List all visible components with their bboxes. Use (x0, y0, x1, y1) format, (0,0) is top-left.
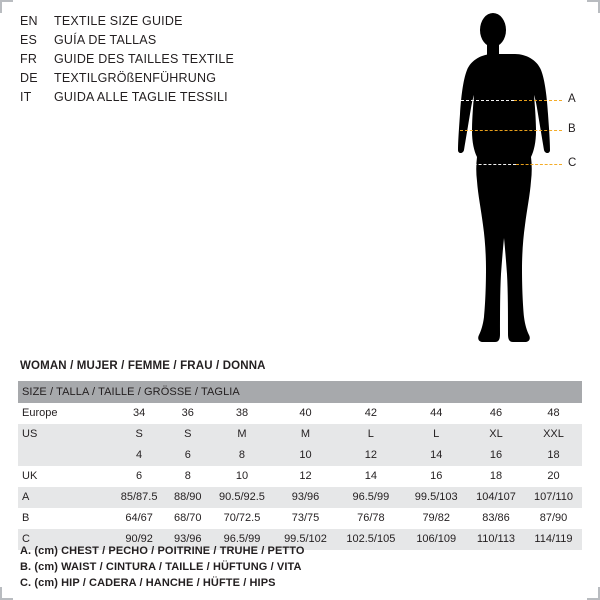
language-title-block (20, 14, 400, 109)
cell: 88/90 (166, 487, 209, 508)
cell: 104/107 (467, 487, 525, 508)
size-table (18, 381, 582, 550)
row-label-b: B (18, 508, 112, 529)
cell: 96.5/99 (209, 529, 274, 550)
cell: 10 (209, 466, 274, 487)
language-code-fr: FR (20, 52, 38, 66)
cell: 16 (467, 445, 525, 466)
cell: 90/92 (112, 529, 166, 550)
row-label-us: US (18, 424, 112, 445)
cell: 70/72.5 (209, 508, 274, 529)
measure-label-a: A (568, 93, 576, 105)
cell: 34 (112, 403, 166, 424)
language-row-fr (20, 52, 400, 71)
woman-silhouette-icon (428, 8, 558, 373)
table-row (18, 445, 582, 466)
measure-label-c: C (568, 157, 577, 169)
footnote-b: B. (cm) WAIST / CINTURA / TAILLE / HÜFTUNG / VITA (20, 561, 302, 573)
cell: L (405, 424, 467, 445)
row-label-uk: UK (18, 466, 112, 487)
cell: 48 (525, 403, 582, 424)
cell: 114/119 (525, 529, 582, 550)
cell: 79/82 (405, 508, 467, 529)
measure-line-b (460, 130, 562, 131)
cell: 102.5/105 (336, 529, 405, 550)
cell: 93/96 (275, 487, 337, 508)
cell: 18 (525, 445, 582, 466)
language-row-en (20, 14, 400, 33)
cell: 68/70 (166, 508, 209, 529)
section-heading: WOMAN / MUJER / FEMME / FRAU / DONNA (20, 360, 266, 372)
table-header-row (18, 381, 582, 403)
table-row (18, 487, 582, 508)
language-row-es (20, 33, 400, 52)
footnote-a: A. (cm) CHEST / PECHO / POITRINE / TRUHE / PETTO (20, 545, 305, 557)
cell: 8 (166, 466, 209, 487)
language-code-de: DE (20, 71, 38, 85)
size-table-wrapper (18, 381, 582, 550)
figure-area (408, 8, 593, 373)
table-row (18, 403, 582, 424)
footnotes (20, 543, 580, 591)
cell: 4 (112, 445, 166, 466)
cell: M (275, 424, 337, 445)
cell: 36 (166, 403, 209, 424)
language-row-it (20, 90, 400, 109)
cell: 14 (405, 445, 467, 466)
cell: 6 (166, 445, 209, 466)
language-code-it: IT (20, 90, 32, 104)
cell: 12 (275, 466, 337, 487)
cell: 87/90 (525, 508, 582, 529)
row-label-europe: Europe (18, 403, 112, 424)
row-label-c: C (18, 529, 112, 550)
cell: S (166, 424, 209, 445)
cell: 44 (405, 403, 467, 424)
table-row (18, 466, 582, 487)
language-row-de (20, 71, 400, 90)
footnote-c: C. (cm) HIP / CADERA / HANCHE / HÜFTE / HIPS (20, 577, 276, 589)
cell: 73/75 (275, 508, 337, 529)
corner-mark-bottom-left (0, 587, 13, 600)
cell: 14 (336, 466, 405, 487)
language-title-en: TEXTILE SIZE GUIDE (54, 14, 183, 28)
measure-label-b: B (568, 123, 576, 135)
language-title-fr: GUIDE DES TAILLES TEXTILE (54, 52, 235, 66)
corner-mark-top-left (0, 0, 13, 13)
cell: 10 (275, 445, 337, 466)
cell: 38 (209, 403, 274, 424)
cell: 96.5/99 (336, 487, 405, 508)
row-label-a: A (18, 487, 112, 508)
cell: 90.5/92.5 (209, 487, 274, 508)
cell: 83/86 (467, 508, 525, 529)
cell: 46 (467, 403, 525, 424)
cell: 6 (112, 466, 166, 487)
table-header-cell: SIZE / TALLA / TAILLE / GRÖSSE / TAGLIA (18, 381, 582, 403)
cell: 42 (336, 403, 405, 424)
language-title-it: GUIDA ALLE TAGLIE TESSILI (54, 90, 228, 104)
language-title-de: TEXTILGRÖßENFÜHRUNG (54, 71, 217, 85)
corner-mark-bottom-right (587, 587, 600, 600)
table-row (18, 424, 582, 445)
cell: 64/67 (112, 508, 166, 529)
cell: 99.5/103 (405, 487, 467, 508)
cell: 99.5/102 (275, 529, 337, 550)
cell: 107/110 (525, 487, 582, 508)
cell: 20 (525, 466, 582, 487)
cell: XXL (525, 424, 582, 445)
cell: XL (467, 424, 525, 445)
cell: S (112, 424, 166, 445)
table-row (18, 508, 582, 529)
language-title-es: GUÍA DE TALLAS (54, 33, 157, 47)
language-code-en: EN (20, 14, 38, 28)
cell: 12 (336, 445, 405, 466)
cell: 76/78 (336, 508, 405, 529)
cell: 93/96 (166, 529, 209, 550)
cell: 40 (275, 403, 337, 424)
measure-line-c-over-body (454, 164, 516, 165)
cell: 85/87.5 (112, 487, 166, 508)
cell: 106/109 (405, 529, 467, 550)
cell: 16 (405, 466, 467, 487)
cell: M (209, 424, 274, 445)
language-code-es: ES (20, 33, 38, 47)
measure-line-a (514, 100, 562, 101)
cell: L (336, 424, 405, 445)
measure-line-c (516, 164, 562, 165)
cell: 110/113 (467, 529, 525, 550)
cell: 18 (467, 466, 525, 487)
measure-line-a-over-body (456, 100, 514, 101)
cell: 8 (209, 445, 274, 466)
row-label-us-numeric (18, 445, 112, 466)
